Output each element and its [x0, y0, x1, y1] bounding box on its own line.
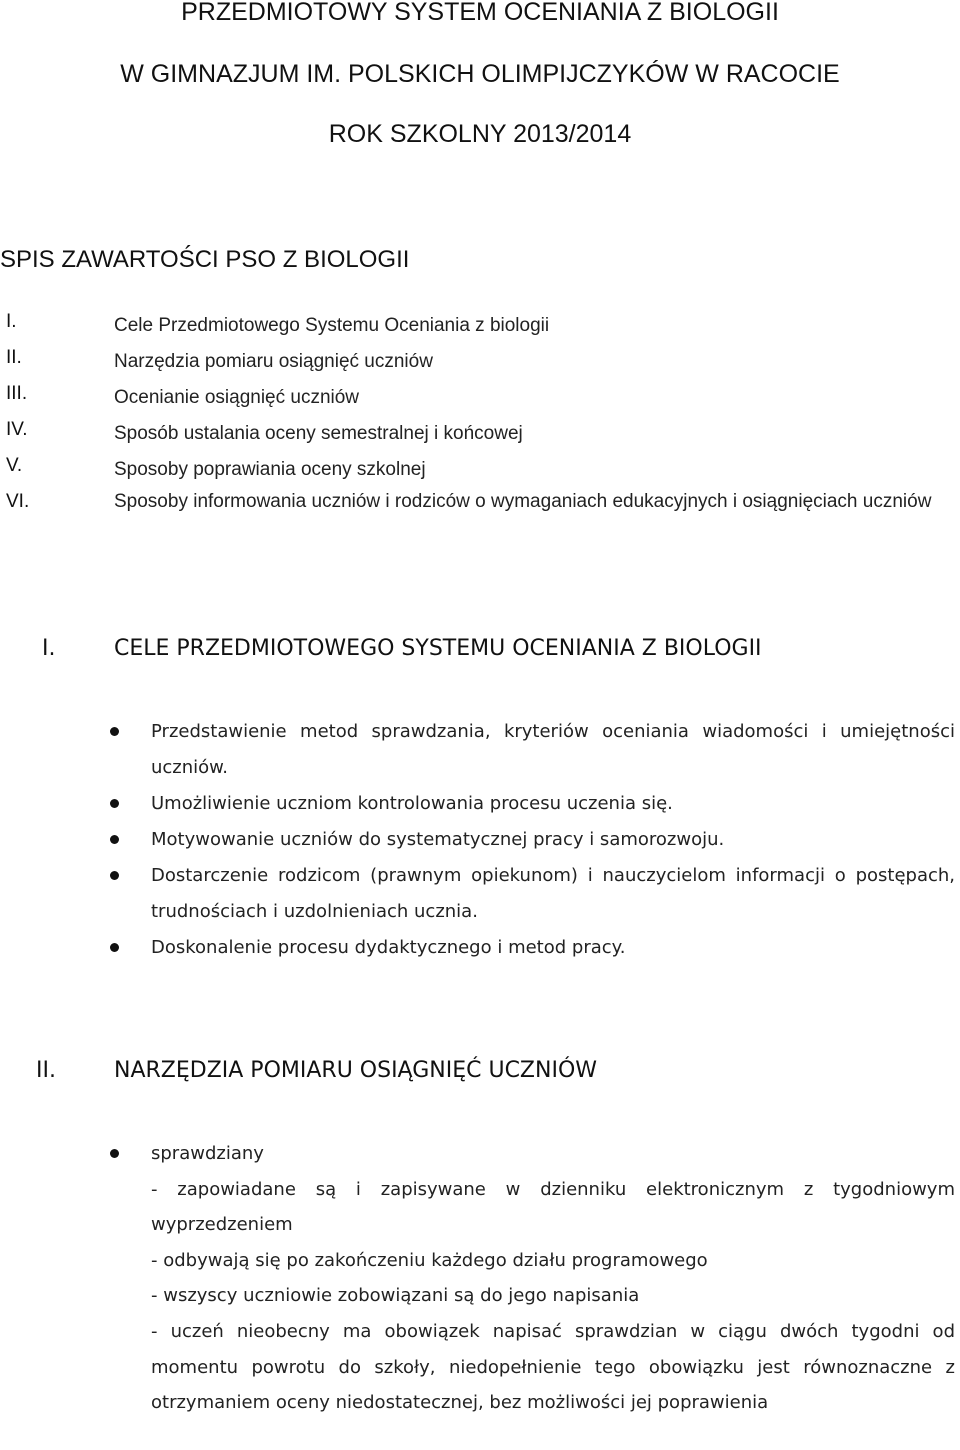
bullet-icon	[110, 799, 119, 808]
list-item-text: Przedstawienie metod sprawdzania, kryteriów oceniania wiadomości i umiejętności uczniów.	[151, 721, 955, 778]
toc-item-number: VI.	[6, 491, 30, 512]
school-name: W GIMNAZJUM IM. POLSKICH OLIMPIJCZYKÓW W RACOCIE	[120, 60, 840, 88]
toc-heading: SPIS ZAWARTOŚCI PSO Z BIOLOGII	[0, 246, 410, 273]
bullet-icon	[110, 727, 119, 736]
list-item-text: Doskonalenie procesu dydaktycznego i metod pracy.	[151, 937, 626, 958]
toc-item-number: I.	[6, 311, 17, 332]
toc-item-text: Sposób ustalania oceny semestralnej i końcowej	[114, 423, 523, 444]
list-item-text: Umożliwienie uczniom kontrolowania procesu uczenia się.	[151, 793, 673, 814]
tools-list	[0, 1136, 960, 1421]
list-item	[0, 858, 955, 930]
toc-item-number: II.	[6, 347, 22, 368]
section-number: II.	[36, 1058, 56, 1083]
toc-item	[0, 376, 960, 412]
list-item-text: sprawdziany	[151, 1143, 264, 1164]
list-item-text: Dostarczenie rodzicom (prawnym opiekunom) i nauczycielom informacji o postępach, trudnościach i uzdolnieniach ucznia.	[151, 865, 955, 922]
toc-item	[0, 340, 960, 376]
list-subline: - uczeń nieobecny ma obowiązek napisać sprawdzian w ciągu dwóch tygodni od momentu powrotu do szkoły, niedopełnienie tego obowiązku jest równoznaczne z otrzymaniem oceny niedostatecznej, bez możliwości jej poprawienia	[151, 1320, 955, 1414]
bullet-icon	[110, 1149, 119, 1158]
list-item	[0, 714, 955, 786]
toc-item-text: Sposoby informowania uczniów i rodziców o wymaganiach edukacyjnych i osiągnięciach uczniów	[114, 491, 932, 512]
section-title: NARZĘDZIA POMIARU OSIĄGNIĘĆ UCZNIÓW	[114, 1058, 598, 1083]
toc-item-number: III.	[6, 383, 28, 404]
list-item	[0, 1136, 955, 1172]
toc-item-number: V.	[6, 455, 23, 476]
bullet-icon	[110, 835, 119, 844]
toc-item-text: Ocenianie osiągnięć uczniów	[114, 387, 360, 408]
list-item-text: Motywowanie uczniów do systematycznej pracy i samorozwoju.	[151, 829, 725, 850]
toc-item	[0, 412, 960, 448]
list-item	[0, 786, 955, 822]
toc-item	[0, 484, 960, 556]
school-year: ROK SZKOLNY 2013/2014	[328, 120, 632, 148]
table-of-contents	[0, 304, 960, 556]
toc-item	[0, 448, 960, 484]
toc-item-number: IV.	[6, 419, 28, 440]
bullet-icon	[110, 943, 119, 952]
list-subline: - odbywają się po zakończeniu każdego działu programowego	[151, 1249, 708, 1271]
list-item	[0, 822, 955, 858]
document-title: PRZEDMIOTOWY SYSTEM OCENIANIA Z BIOLOGII	[181, 0, 779, 26]
list-subline: - zapowiadane są i zapisywane w dzienniku elektronicznym z tygodniowym wyprzedzeniem	[151, 1178, 955, 1236]
goals-list	[0, 714, 960, 966]
bullet-icon	[110, 871, 119, 880]
section-title: CELE PRZEDMIOTOWEGO SYSTEMU OCENIANIA Z BIOLOGII	[114, 636, 762, 661]
toc-item	[0, 304, 960, 340]
toc-item-text: Cele Przedmiotowego Systemu Oceniania z biologii	[114, 315, 550, 336]
section-number: I.	[42, 636, 56, 661]
list-item	[0, 930, 955, 966]
toc-item-text: Sposoby poprawiania oceny szkolnej	[114, 459, 426, 480]
toc-item-text: Narzędzia pomiaru osiągnięć uczniów	[114, 351, 433, 372]
list-subline: - wszyscy uczniowie zobowiązani są do jego napisania	[151, 1285, 640, 1307]
